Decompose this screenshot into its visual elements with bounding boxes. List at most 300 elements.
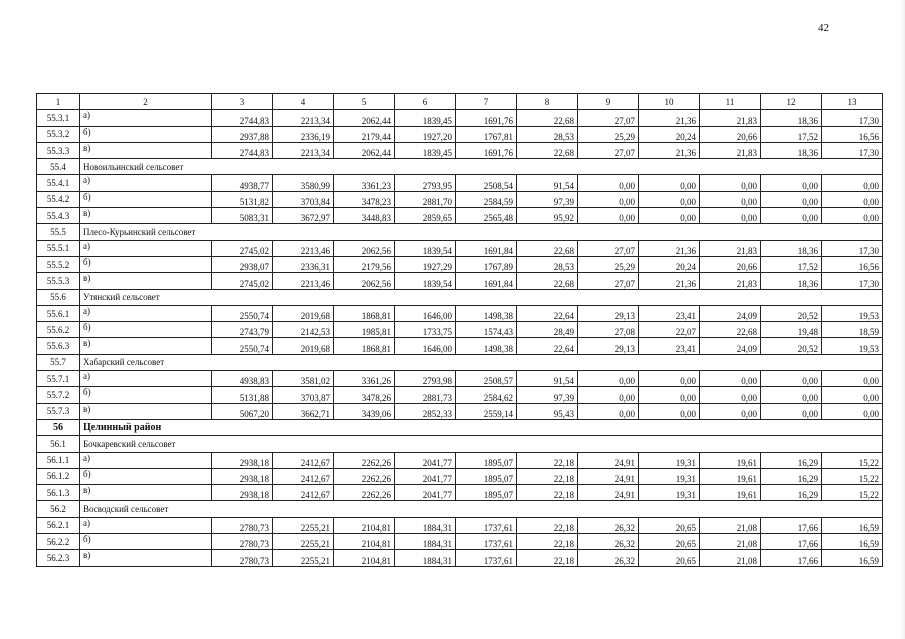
table-cell: 2852,33 [395,403,456,419]
table-row [37,387,883,403]
table-cell: 1691,84 [456,240,517,256]
row-label: б) [80,322,212,338]
table-cell: 3478,23 [334,191,395,207]
row-label: в) [80,273,212,289]
row-label: в) [80,403,212,419]
table-cell: 22,07 [639,322,700,338]
row-label: а) [80,240,212,256]
table-cell: 18,36 [761,240,822,256]
table-cell: 0,00 [639,403,700,419]
table-cell: 1733,75 [395,322,456,338]
table-cell: 0,00 [639,191,700,207]
table-cell: 2743,79 [212,322,273,338]
table-row [37,273,883,289]
table-cell: 16,56 [822,126,883,142]
table-cell: 21,08 [700,550,761,566]
table-cell: 2062,56 [334,273,395,289]
table-cell: 97,39 [517,191,578,207]
table-cell: 2780,73 [212,534,273,550]
row-label: а) [80,452,212,468]
table-cell: 91,54 [517,371,578,387]
column-header: 12 [761,94,822,110]
table-cell: 1767,81 [456,126,517,142]
table-cell: 17,30 [822,240,883,256]
table-cell: 20,52 [761,305,822,321]
table-cell: 22,68 [517,110,578,126]
table-cell: 3581,02 [273,371,334,387]
table-cell: 1839,45 [395,142,456,158]
row-number: 55.5.3 [37,273,80,289]
column-header: 1 [37,94,80,110]
row-label: а) [80,305,212,321]
table-cell: 2744,83 [212,110,273,126]
row-number: 56.1.3 [37,485,80,501]
table-cell: 3580,99 [273,175,334,191]
table-cell: 2262,26 [334,468,395,484]
table-cell: 16,29 [761,468,822,484]
table-cell: 18,36 [761,110,822,126]
table-cell: 20,66 [700,126,761,142]
row-number: 56.2.1 [37,517,80,533]
table-cell: 0,00 [700,387,761,403]
table-cell: 1839,45 [395,110,456,126]
table-cell: 3361,23 [334,175,395,191]
table-header-row [37,94,883,110]
table-cell: 21,08 [700,534,761,550]
table-cell: 2062,44 [334,142,395,158]
table-cell: 1868,81 [334,305,395,321]
table-cell: 18,59 [822,322,883,338]
table-cell: 2793,98 [395,371,456,387]
row-number: 55.3.2 [37,126,80,142]
table-cell: 4938,77 [212,175,273,191]
table-cell: 24,91 [578,485,639,501]
table-cell: 22,18 [517,452,578,468]
table-cell: 2142,53 [273,322,334,338]
table-cell: 0,00 [700,371,761,387]
table-cell: 28,53 [517,256,578,272]
table-cell: 1884,31 [395,517,456,533]
table-cell: 19,31 [639,485,700,501]
table-cell: 2255,21 [273,550,334,566]
table-cell: 15,22 [822,452,883,468]
table-row [37,175,883,191]
table-cell: 19,53 [822,305,883,321]
row-number: 56 [37,419,80,435]
table-cell: 3662,71 [273,403,334,419]
table-cell: 0,00 [822,371,883,387]
row-label: а) [80,517,212,533]
table-cell: 0,00 [578,175,639,191]
column-header: 3 [212,94,273,110]
table-cell: 1927,20 [395,126,456,142]
table-cell: 0,00 [700,208,761,224]
table-cell: 19,61 [700,452,761,468]
table-cell: 1737,61 [456,550,517,566]
table-cell: 2412,67 [273,452,334,468]
table-row [37,371,883,387]
table-cell: 1884,31 [395,534,456,550]
table-cell: 27,08 [578,322,639,338]
row-number: 55.7.3 [37,403,80,419]
table-row [37,403,883,419]
table-cell: 21,36 [639,110,700,126]
table-cell: 0,00 [822,208,883,224]
table-cell: 5067,20 [212,403,273,419]
table-row [37,452,883,468]
table-cell: 15,22 [822,485,883,501]
column-header: 2 [80,94,212,110]
row-number: 55.7.1 [37,371,80,387]
table-cell: 2336,19 [273,126,334,142]
table-cell: 1895,07 [456,468,517,484]
table-cell: 1839,54 [395,240,456,256]
table-cell: 24,09 [700,305,761,321]
table-row [37,142,883,158]
table-cell: 17,66 [761,550,822,566]
table-cell: 22,18 [517,534,578,550]
column-header: 11 [700,94,761,110]
row-label: в) [80,142,212,158]
table-cell: 2213,46 [273,240,334,256]
column-header: 9 [578,94,639,110]
section-title: Бочкаревский сельсовет [80,436,883,452]
table-cell: 20,65 [639,534,700,550]
section-row [37,159,883,175]
table-cell: 0,00 [639,387,700,403]
table-cell: 2584,59 [456,191,517,207]
table-cell: 22,18 [517,517,578,533]
table-cell: 0,00 [578,208,639,224]
row-label: б) [80,387,212,403]
table-cell: 2179,56 [334,256,395,272]
table-cell: 23,41 [639,305,700,321]
table-cell: 1767,89 [456,256,517,272]
table-cell: 20,24 [639,126,700,142]
table-cell: 1691,76 [456,110,517,126]
row-number: 55.5.2 [37,256,80,272]
table-cell: 2584,62 [456,387,517,403]
table-cell: 1737,61 [456,534,517,550]
row-number: 56.2 [37,501,80,517]
table-cell: 0,00 [639,208,700,224]
column-header: 8 [517,94,578,110]
table-cell: 2262,26 [334,485,395,501]
table-cell: 22,68 [517,273,578,289]
table-cell: 2793,95 [395,175,456,191]
table-cell: 26,32 [578,517,639,533]
table-cell: 1498,38 [456,338,517,354]
table-cell: 2412,67 [273,468,334,484]
table-cell: 95,92 [517,208,578,224]
row-label: б) [80,256,212,272]
table-cell: 2508,54 [456,175,517,191]
row-number: 55.4 [37,159,80,175]
table-cell: 5131,82 [212,191,273,207]
table-cell: 2104,81 [334,550,395,566]
row-number: 55.5 [37,224,80,240]
table-cell: 2019,68 [273,305,334,321]
table-cell: 0,00 [700,191,761,207]
table-cell: 1985,81 [334,322,395,338]
table-cell: 18,36 [761,273,822,289]
table-cell: 0,00 [761,208,822,224]
table-cell: 24,09 [700,338,761,354]
row-number: 55.6 [37,289,80,305]
table-cell: 3672,97 [273,208,334,224]
table-cell: 15,22 [822,468,883,484]
table-cell: 27,07 [578,142,639,158]
table-cell: 0,00 [761,371,822,387]
table-cell: 16,59 [822,550,883,566]
table-cell: 24,91 [578,452,639,468]
table-cell: 2041,77 [395,468,456,484]
table-cell: 26,32 [578,550,639,566]
table-cell: 16,56 [822,256,883,272]
table-cell: 16,59 [822,517,883,533]
table-row [37,485,883,501]
table-cell: 2336,31 [273,256,334,272]
row-label: а) [80,110,212,126]
table-cell: 19,53 [822,338,883,354]
table-cell: 21,36 [639,240,700,256]
section-row [37,224,883,240]
row-label: б) [80,468,212,484]
table-cell: 1868,81 [334,338,395,354]
row-number: 55.6.2 [37,322,80,338]
row-label: а) [80,371,212,387]
table-cell: 2062,56 [334,240,395,256]
table-cell: 0,00 [639,175,700,191]
table-cell: 0,00 [761,175,822,191]
table-cell: 2019,68 [273,338,334,354]
section-title: Хабарский сельсовет [80,354,883,370]
table-cell: 5083,31 [212,208,273,224]
table-row [37,305,883,321]
table-cell: 2550,74 [212,305,273,321]
row-number: 55.5.1 [37,240,80,256]
table-cell: 22,18 [517,485,578,501]
column-header: 5 [334,94,395,110]
row-label: б) [80,126,212,142]
table-cell: 0,00 [578,403,639,419]
table-cell: 17,30 [822,142,883,158]
row-number: 56.2.3 [37,550,80,566]
row-number: 55.4.3 [37,208,80,224]
table-cell: 28,53 [517,126,578,142]
table-cell: 1574,43 [456,322,517,338]
row-number: 56.1.1 [37,452,80,468]
table-cell: 2213,46 [273,273,334,289]
table-cell: 97,39 [517,387,578,403]
row-label: в) [80,338,212,354]
row-number: 55.7 [37,354,80,370]
row-number: 56.1.2 [37,468,80,484]
row-label: в) [80,550,212,566]
table-cell: 5131,88 [212,387,273,403]
table-cell: 0,00 [761,191,822,207]
table-cell: 2262,26 [334,452,395,468]
table-cell: 3439,06 [334,403,395,419]
table-cell: 2508,57 [456,371,517,387]
row-number: 55.4.2 [37,191,80,207]
table-cell: 2550,74 [212,338,273,354]
table-cell: 95,43 [517,403,578,419]
column-header: 7 [456,94,517,110]
row-number: 55.4.1 [37,175,80,191]
table-cell: 2780,73 [212,550,273,566]
table-cell: 1884,31 [395,550,456,566]
table-cell: 2938,07 [212,256,273,272]
table-cell: 1927,29 [395,256,456,272]
table-cell: 22,18 [517,468,578,484]
section-title: Плесо-Курьинский сельсовет [80,224,883,240]
table-cell: 22,64 [517,305,578,321]
table-cell: 0,00 [761,403,822,419]
table-cell: 2104,81 [334,534,395,550]
table-cell: 0,00 [822,387,883,403]
tariff-table [36,93,883,567]
table-cell: 17,52 [761,256,822,272]
table-cell: 21,83 [700,110,761,126]
table-cell: 19,61 [700,485,761,501]
table-row [37,240,883,256]
table-cell: 19,31 [639,452,700,468]
table-cell: 16,29 [761,485,822,501]
table-cell: 1691,84 [456,273,517,289]
table-cell: 2745,02 [212,240,273,256]
table-cell: 2104,81 [334,517,395,533]
table-cell: 0,00 [578,191,639,207]
table-cell: 21,36 [639,142,700,158]
table-cell: 27,07 [578,110,639,126]
table-row [37,191,883,207]
table-cell: 20,52 [761,338,822,354]
district-title: Целинный район [80,419,883,435]
table-cell: 22,68 [517,142,578,158]
table-cell: 0,00 [822,191,883,207]
row-number: 55.7.2 [37,387,80,403]
table-cell: 17,66 [761,517,822,533]
table-cell: 23,41 [639,338,700,354]
table-cell: 20,66 [700,256,761,272]
table-cell: 2881,73 [395,387,456,403]
row-number: 56.1 [37,436,80,452]
column-header: 13 [822,94,883,110]
table-cell: 0,00 [700,403,761,419]
table-cell: 0,00 [578,387,639,403]
table-cell: 2179,44 [334,126,395,142]
table-cell: 2412,67 [273,485,334,501]
table-cell: 21,83 [700,142,761,158]
row-label: б) [80,534,212,550]
row-number: 56.2.2 [37,534,80,550]
column-header: 4 [273,94,334,110]
table-cell: 29,13 [578,338,639,354]
table-cell: 1895,07 [456,452,517,468]
table-cell: 2937,88 [212,126,273,142]
table-body [37,110,883,566]
page-edge-shadow [899,0,905,639]
table-cell: 17,66 [761,534,822,550]
table-cell: 1895,07 [456,485,517,501]
table-cell: 18,36 [761,142,822,158]
page-number: 42 [818,22,829,34]
table-cell: 2559,14 [456,403,517,419]
table-cell: 2745,02 [212,273,273,289]
table-cell: 0,00 [639,371,700,387]
table-cell: 1498,38 [456,305,517,321]
table-cell: 27,07 [578,273,639,289]
table-cell: 3478,26 [334,387,395,403]
table-cell: 22,68 [517,240,578,256]
table-cell: 16,29 [761,452,822,468]
table-cell: 24,91 [578,468,639,484]
table-cell: 21,08 [700,517,761,533]
table-cell: 16,59 [822,534,883,550]
table-cell: 2881,70 [395,191,456,207]
table-row [37,110,883,126]
section-title: Новоильинский сельсовет [80,159,883,175]
table-row [37,208,883,224]
table-cell: 0,00 [822,403,883,419]
table-cell: 21,36 [639,273,700,289]
table-cell: 20,24 [639,256,700,272]
table-cell: 20,65 [639,517,700,533]
section-row [37,289,883,305]
table-cell: 19,31 [639,468,700,484]
row-label: б) [80,191,212,207]
table-cell: 3703,84 [273,191,334,207]
table-cell: 1839,54 [395,273,456,289]
row-number: 55.6.3 [37,338,80,354]
table-cell: 2255,21 [273,517,334,533]
table-cell: 29,13 [578,305,639,321]
section-row [37,354,883,370]
table-cell: 3361,26 [334,371,395,387]
section-title: Утянский сельсовет [80,289,883,305]
row-label: в) [80,485,212,501]
row-label: а) [80,175,212,191]
table-cell: 28,49 [517,322,578,338]
table-cell: 1737,61 [456,517,517,533]
table-cell: 25,29 [578,256,639,272]
table-row [37,256,883,272]
district-row [37,419,883,435]
table-cell: 17,30 [822,110,883,126]
table-cell: 2213,34 [273,142,334,158]
table-cell: 21,83 [700,273,761,289]
table-cell: 22,68 [700,322,761,338]
table-row [37,468,883,484]
table-cell: 22,64 [517,338,578,354]
table-cell: 2938,18 [212,468,273,484]
section-row [37,436,883,452]
table-cell: 2938,18 [212,485,273,501]
table-cell: 0,00 [822,175,883,191]
table-cell: 1646,00 [395,338,456,354]
table-cell: 19,61 [700,468,761,484]
table-cell: 2780,73 [212,517,273,533]
table-cell: 3448,83 [334,208,395,224]
table-cell: 2255,21 [273,534,334,550]
table-cell: 0,00 [578,371,639,387]
row-number: 55.3.3 [37,142,80,158]
table-cell: 2041,77 [395,485,456,501]
table-cell: 2744,83 [212,142,273,158]
table-cell: 17,52 [761,126,822,142]
table-row [37,126,883,142]
